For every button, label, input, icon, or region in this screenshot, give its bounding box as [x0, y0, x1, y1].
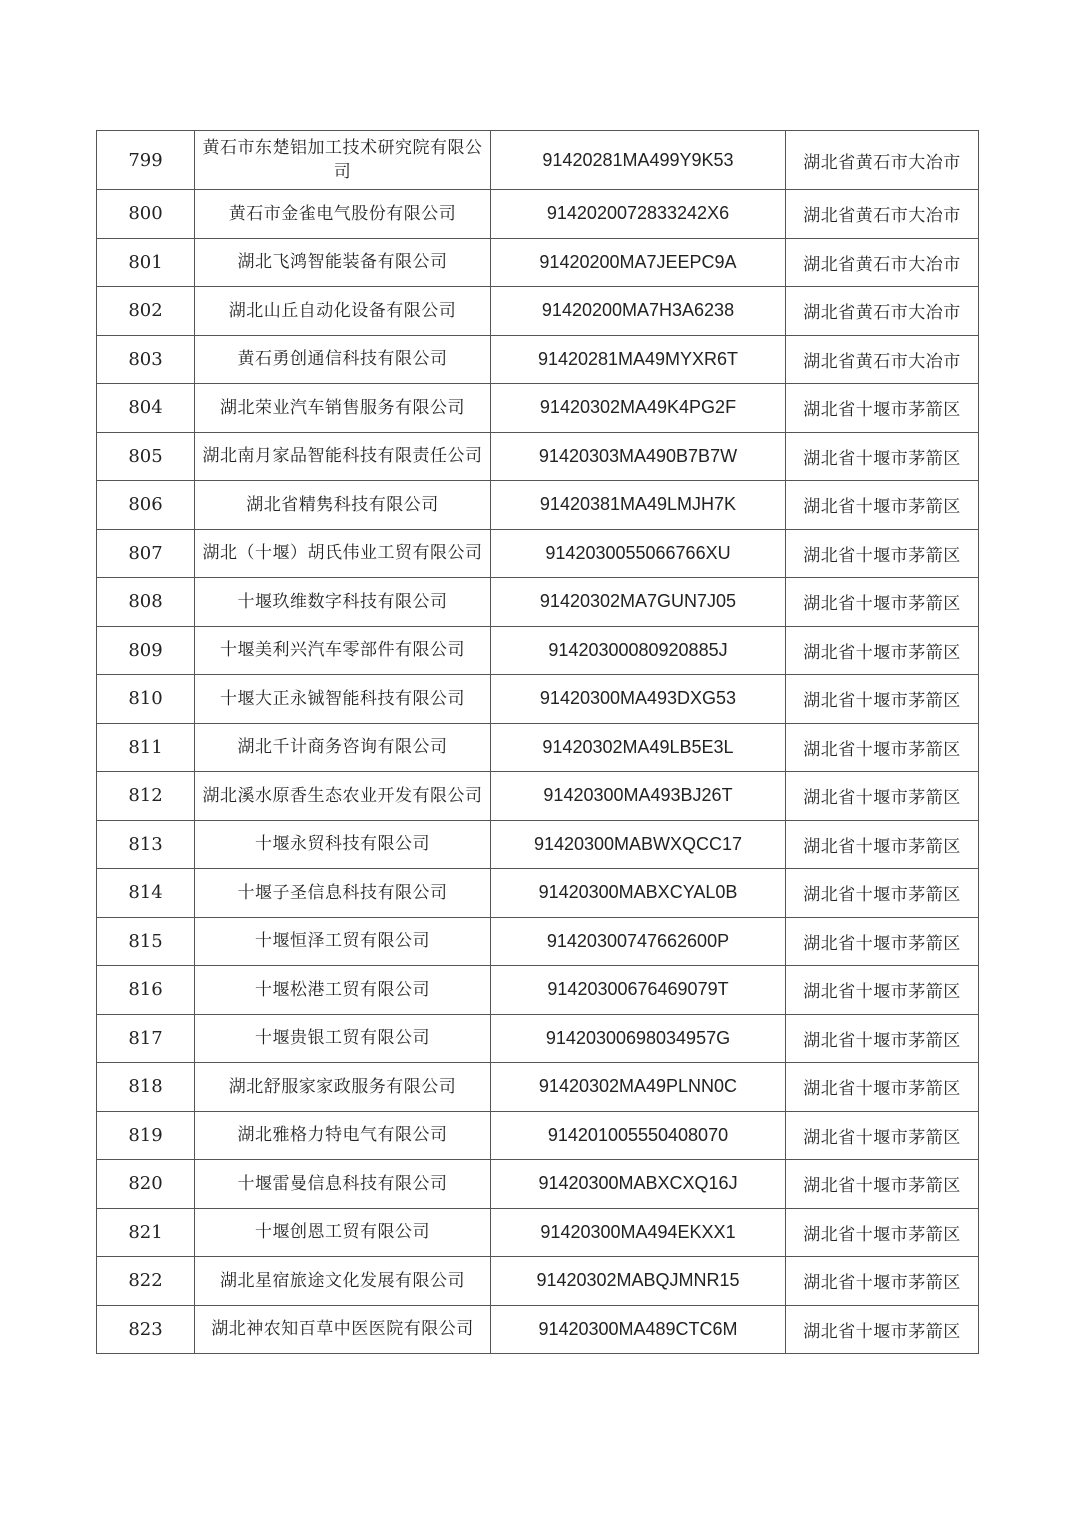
table-row	[97, 238, 979, 287]
location-cell: 湖北省十堰市茅箭区	[786, 1257, 979, 1306]
location-cell: 湖北省十堰市茅箭区	[786, 626, 979, 675]
company-name-cell: 湖北飞鸿智能装备有限公司	[195, 238, 491, 287]
credit-code-cell: 914201005550408070	[491, 1111, 786, 1160]
table-row	[97, 287, 979, 336]
table-row	[97, 675, 979, 724]
row-number-cell: 818	[97, 1063, 195, 1112]
credit-code-cell: 91420302MA49LB5E3L	[491, 723, 786, 772]
company-name-cell: 湖北舒服家家政服务有限公司	[195, 1063, 491, 1112]
company-name-cell: 十堰贵银工贸有限公司	[195, 1014, 491, 1063]
row-number-cell: 801	[97, 238, 195, 287]
location-cell: 湖北省黄石市大冶市	[786, 335, 979, 384]
row-number-cell: 810	[97, 675, 195, 724]
company-name-cell: 湖北（十堰）胡氏伟业工贸有限公司	[195, 529, 491, 578]
row-number-cell: 800	[97, 190, 195, 239]
credit-code-cell: 91420300698034957G	[491, 1014, 786, 1063]
table-row	[97, 966, 979, 1015]
company-name-cell: 湖北雅格力特电气有限公司	[195, 1111, 491, 1160]
company-name-cell: 十堰美利兴汽车零部件有限公司	[195, 626, 491, 675]
table-row	[97, 917, 979, 966]
company-name-cell: 十堰大正永铖智能科技有限公司	[195, 675, 491, 724]
location-cell: 湖北省十堰市茅箭区	[786, 869, 979, 918]
credit-code-cell: 91420300080920885J	[491, 626, 786, 675]
company-name-cell: 湖北千计商务咨询有限公司	[195, 723, 491, 772]
table-row	[97, 1257, 979, 1306]
row-number-cell: 820	[97, 1160, 195, 1209]
location-cell: 湖北省十堰市茅箭区	[786, 917, 979, 966]
location-cell: 湖北省十堰市茅箭区	[786, 1305, 979, 1354]
credit-code-cell: 91420300MABXCXQ16J	[491, 1160, 786, 1209]
table-body	[97, 131, 979, 1354]
table-row	[97, 131, 979, 190]
company-name-cell: 黄石市东楚铝加工技术研究院有限公司	[195, 131, 491, 190]
row-number-cell: 812	[97, 772, 195, 821]
credit-code-cell: 91420281MA499Y9K53	[491, 131, 786, 190]
company-name-cell: 黄石勇创通信科技有限公司	[195, 335, 491, 384]
location-cell: 湖北省十堰市茅箭区	[786, 1014, 979, 1063]
row-number-cell: 821	[97, 1208, 195, 1257]
row-number-cell: 803	[97, 335, 195, 384]
credit-code-cell: 91420300676469079T	[491, 966, 786, 1015]
company-list-table	[96, 130, 979, 1354]
location-cell: 湖北省十堰市茅箭区	[786, 772, 979, 821]
table-row	[97, 384, 979, 433]
table-row	[97, 190, 979, 239]
row-number-cell: 815	[97, 917, 195, 966]
table-row	[97, 529, 979, 578]
company-name-cell: 湖北荣业汽车销售服务有限公司	[195, 384, 491, 433]
company-name-cell: 十堰松港工贸有限公司	[195, 966, 491, 1015]
table-row	[97, 1111, 979, 1160]
credit-code-cell: 91420303MA490B7B7W	[491, 432, 786, 481]
location-cell: 湖北省十堰市茅箭区	[786, 675, 979, 724]
row-number-cell: 817	[97, 1014, 195, 1063]
location-cell: 湖北省十堰市茅箭区	[786, 820, 979, 869]
row-number-cell: 823	[97, 1305, 195, 1354]
row-number-cell: 805	[97, 432, 195, 481]
credit-code-cell: 91420281MA49MYXR6T	[491, 335, 786, 384]
credit-code-cell: 91420200MA7JEEPC9A	[491, 238, 786, 287]
location-cell: 湖北省十堰市茅箭区	[786, 723, 979, 772]
table-row	[97, 578, 979, 627]
credit-code-cell: 9142020072833242X6	[491, 190, 786, 239]
company-name-cell: 十堰创恩工贸有限公司	[195, 1208, 491, 1257]
credit-code-cell: 91420302MA49PLNN0C	[491, 1063, 786, 1112]
credit-code-cell: 91420381MA49LMJH7K	[491, 481, 786, 530]
location-cell: 湖北省十堰市茅箭区	[786, 1063, 979, 1112]
company-name-cell: 湖北南月家品智能科技有限责任公司	[195, 432, 491, 481]
company-name-cell: 黄石市金雀电气股份有限公司	[195, 190, 491, 239]
credit-code-cell: 91420300MA493BJ26T	[491, 772, 786, 821]
credit-code-cell: 91420300MABXCYAL0B	[491, 869, 786, 918]
credit-code-cell: 91420300747662600P	[491, 917, 786, 966]
row-number-cell: 804	[97, 384, 195, 433]
table-row	[97, 626, 979, 675]
company-name-cell: 湖北神农知百草中医医院有限公司	[195, 1305, 491, 1354]
credit-code-cell: 91420302MABQJMNR15	[491, 1257, 786, 1306]
location-cell: 湖北省十堰市茅箭区	[786, 966, 979, 1015]
credit-code-cell: 91420300MABWXQCC17	[491, 820, 786, 869]
location-cell: 湖北省十堰市茅箭区	[786, 481, 979, 530]
location-cell: 湖北省黄石市大冶市	[786, 190, 979, 239]
table-row	[97, 1160, 979, 1209]
location-cell: 湖北省十堰市茅箭区	[786, 578, 979, 627]
location-cell: 湖北省黄石市大冶市	[786, 238, 979, 287]
credit-code-cell: 91420300MA494EKXX1	[491, 1208, 786, 1257]
row-number-cell: 819	[97, 1111, 195, 1160]
credit-code-cell: 91420200MA7H3A6238	[491, 287, 786, 336]
company-name-cell: 十堰永贸科技有限公司	[195, 820, 491, 869]
row-number-cell: 808	[97, 578, 195, 627]
table-row	[97, 432, 979, 481]
location-cell: 湖北省十堰市茅箭区	[786, 384, 979, 433]
table-row	[97, 820, 979, 869]
location-cell: 湖北省十堰市茅箭区	[786, 1160, 979, 1209]
credit-code-cell: 9142030055066766XU	[491, 529, 786, 578]
credit-code-cell: 91420302MA7GUN7J05	[491, 578, 786, 627]
credit-code-cell: 91420300MA493DXG53	[491, 675, 786, 724]
table-row	[97, 1063, 979, 1112]
row-number-cell: 813	[97, 820, 195, 869]
credit-code-cell: 91420300MA489CTC6M	[491, 1305, 786, 1354]
company-name-cell: 湖北星宿旅途文化发展有限公司	[195, 1257, 491, 1306]
table-row	[97, 1305, 979, 1354]
row-number-cell: 799	[97, 131, 195, 190]
location-cell: 湖北省十堰市茅箭区	[786, 529, 979, 578]
company-name-cell: 湖北山丘自动化设备有限公司	[195, 287, 491, 336]
table-row	[97, 772, 979, 821]
row-number-cell: 814	[97, 869, 195, 918]
company-name-cell: 十堰雷曼信息科技有限公司	[195, 1160, 491, 1209]
table-row	[97, 869, 979, 918]
row-number-cell: 809	[97, 626, 195, 675]
table-row	[97, 723, 979, 772]
row-number-cell: 822	[97, 1257, 195, 1306]
row-number-cell: 811	[97, 723, 195, 772]
table-row	[97, 335, 979, 384]
location-cell: 湖北省十堰市茅箭区	[786, 1111, 979, 1160]
row-number-cell: 816	[97, 966, 195, 1015]
company-name-cell: 湖北溪水原香生态农业开发有限公司	[195, 772, 491, 821]
table-row	[97, 1014, 979, 1063]
credit-code-cell: 91420302MA49K4PG2F	[491, 384, 786, 433]
table-row	[97, 1208, 979, 1257]
location-cell: 湖北省黄石市大冶市	[786, 131, 979, 190]
company-name-cell: 十堰玖维数字科技有限公司	[195, 578, 491, 627]
row-number-cell: 806	[97, 481, 195, 530]
location-cell: 湖北省黄石市大冶市	[786, 287, 979, 336]
location-cell: 湖北省十堰市茅箭区	[786, 1208, 979, 1257]
company-name-cell: 湖北省精隽科技有限公司	[195, 481, 491, 530]
company-name-cell: 十堰恒泽工贸有限公司	[195, 917, 491, 966]
location-cell: 湖北省十堰市茅箭区	[786, 432, 979, 481]
row-number-cell: 807	[97, 529, 195, 578]
row-number-cell: 802	[97, 287, 195, 336]
table-row	[97, 481, 979, 530]
company-name-cell: 十堰子圣信息科技有限公司	[195, 869, 491, 918]
